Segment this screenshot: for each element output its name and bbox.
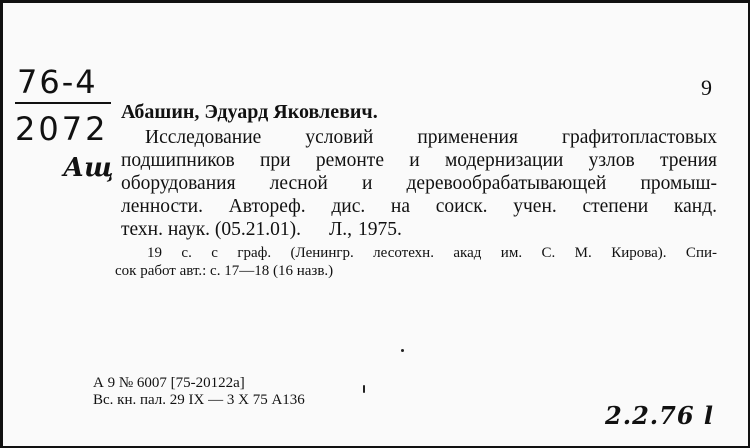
title-line: Исследование условий применения графитопластовых: [145, 127, 717, 148]
scan-speck: [401, 349, 404, 352]
title-line-imprint: [121, 218, 717, 241]
title-line: подшипников при ремонте и модернизации узлов трения: [121, 150, 717, 171]
handwritten-author-mark: Ащ: [63, 153, 114, 183]
handwritten-shelfmark-top: 76-4: [17, 63, 98, 101]
title-line: ленности. Автореф. дис. на соиск. учен. степени канд.: [121, 196, 717, 217]
printing-line: Вс. кн. пал. 29 IX — 3 X 75 А136: [93, 392, 305, 408]
printing-info: [93, 375, 305, 409]
author-heading: Абашин, Эдуард Яковлевич.: [121, 101, 378, 123]
card-number: 9: [701, 75, 712, 100]
shelfmark-divider: [15, 102, 111, 104]
collation-note: [115, 244, 717, 280]
title-line: оборудования лесной и деревообрабатывающей промыш-: [121, 173, 717, 194]
bibliographic-entry: [115, 99, 717, 280]
title-description: [121, 126, 717, 241]
collation-line: 19 с. с граф. (Ленингр. лесотехн. акад им. С. М. Кирова). Спи-: [147, 245, 717, 261]
scan-speck: [363, 385, 365, 393]
publisher-place: Л.,: [329, 219, 353, 240]
title-line: техн. наук. (05.21.01).: [121, 219, 302, 240]
handwritten-shelfmark-bottom: 2072: [15, 110, 109, 148]
publication-year: 1975.: [358, 219, 402, 240]
collation-line: сок работ авт.: с. 17—18 (16 назв.): [115, 263, 334, 279]
handwritten-date-mark: 2.2.76 l: [605, 401, 714, 430]
printing-line: А 9 № 6007 [75-20122а]: [93, 375, 245, 391]
